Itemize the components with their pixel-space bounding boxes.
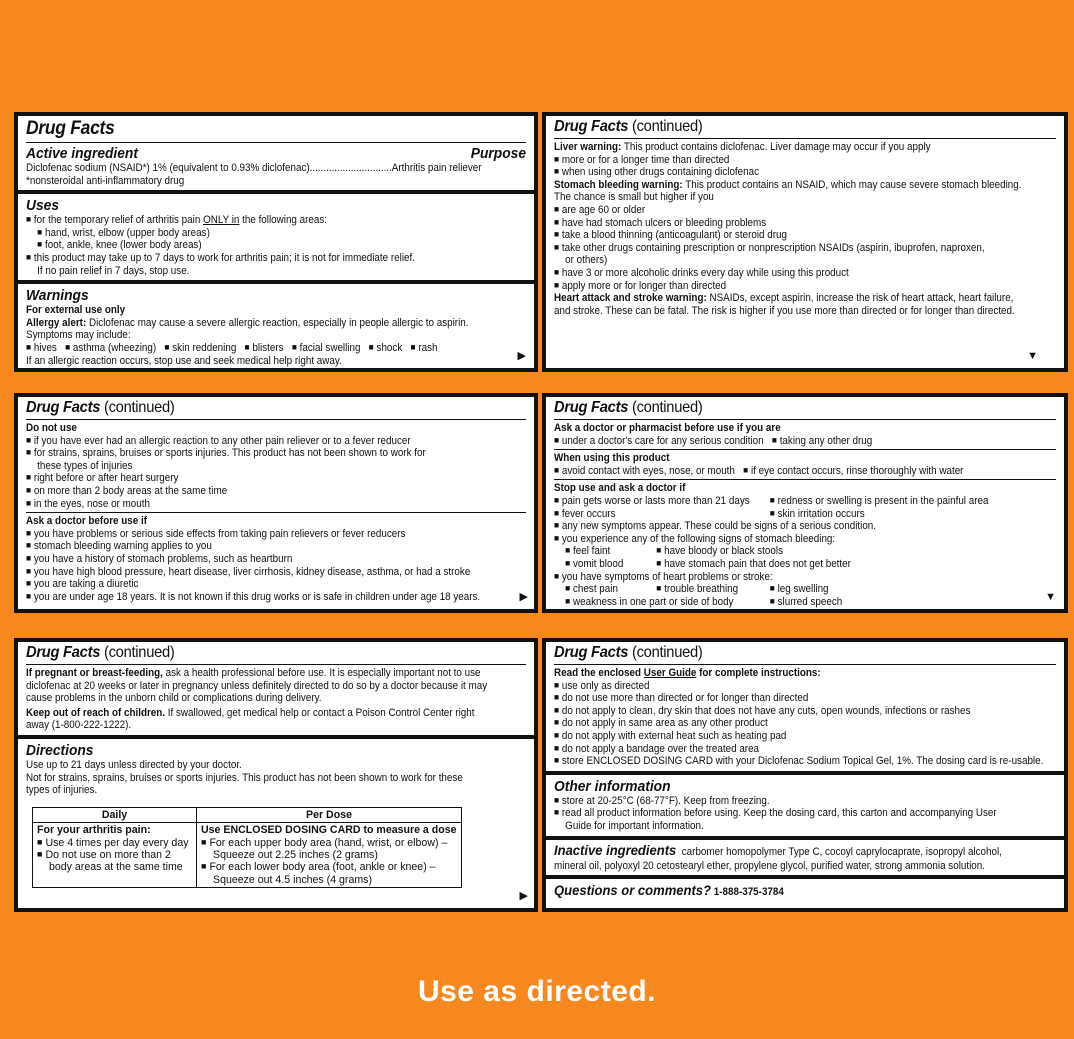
dosing-table (32, 807, 462, 888)
drug-facts-panel-6 (542, 638, 1068, 912)
stop-use-item: ■ you experience any of the following signs of stomach bleeding: (554, 533, 1021, 546)
user-guide-item: ■ use only as directed (554, 680, 1021, 693)
external-use-note: For external use only (26, 304, 126, 317)
drug-facts-panel-5 (14, 638, 538, 912)
uses-item: ■ hand, wrist, elbow (upper body areas) (26, 227, 491, 240)
stomach-item: ■ take other drugs containing prescription or nonprescription NSAIDs (aspirin, ibuprofen, naproxen, (554, 242, 1021, 255)
stop-use-row: ■ fever occurs ■ skin irritation occurs (554, 508, 1021, 521)
uses-item: ■ foot, ankle, knee (lower body areas) (26, 239, 491, 252)
ask-doctor-item: ■ stomach bleeding warning applies to you (26, 540, 491, 553)
stomach-item: ■ are age 60 or older (554, 204, 1021, 217)
inactive-ingredients-2: mineral oil, polyoxyl 20 cetostearyl ether, propylene glycol, purified water, strong ammonia solution. (554, 859, 985, 872)
heart-sign-row: ■ weakness in one part or side of body ■ slurred speech (554, 596, 1021, 609)
use-as-directed-tagline: Use as directed. (417, 975, 657, 1008)
daily-header: Daily (33, 807, 197, 822)
continue-arrow-icon: ▶ (517, 350, 526, 362)
continue-arrow-icon: ▶ (519, 591, 528, 603)
symptoms-label: Symptoms may include: (26, 329, 131, 342)
stop-use-row: ■ pain gets worse or lasts more than 21 days ■ redness or swelling is present in the painful area (554, 495, 1021, 508)
pregnancy-warning-2: diclofenac at 20 weeks or later in pregnancy unless definitely directed to do so by a doctor because it may (26, 679, 488, 692)
drug-facts-panel-3 (14, 393, 538, 613)
stop-use-item: ■ you have symptoms of heart problems or stroke: (554, 571, 1021, 584)
do-not-use-item: ■ right before or after heart surgery (26, 472, 491, 485)
inactive-ingredients: Inactive ingredients carbomer homopolymer Type C, cocoyl caprylocaprate, isopropyl alcohol, (554, 841, 1002, 858)
user-guide-item: ■ do not apply to clean, dry skin that does not have any cuts, open wounds, infections or rashes (554, 705, 1021, 718)
do-not-use-item: ■ in the eyes, nose or mouth (26, 498, 491, 511)
ask-doctor-title: Ask a doctor before use if (26, 515, 148, 528)
uses-item: If no pain relief in 7 days, stop use. (37, 264, 190, 277)
user-guide-item: ■ do not apply in same area as any other product (554, 717, 1021, 730)
do-not-use-item: ■ on more than 2 body areas at the same time (26, 485, 491, 498)
drug-facts-row-2 (14, 393, 1068, 613)
do-not-use-title: Do not use (26, 422, 77, 434)
stomach-sign-row: ■ feel faint ■ have bloody or black stools (554, 545, 1021, 558)
uses-item: ■ for the temporary relief of arthritis pain ONLY in the following areas: (26, 214, 491, 227)
other-info-item: ■ read all product information before using. Keep the dosing card, this carton and accompanying User (554, 807, 1021, 820)
user-guide-item: ■ do not apply a bandage over the treated area (554, 743, 1021, 756)
questions-line: Questions or comments? 1-888-375-3784 (554, 882, 784, 899)
stomach-item: ■ take a blood thinning (anticoagulant) or steroid drug (554, 229, 1021, 242)
continue-down-icon: ▼ (1027, 350, 1038, 362)
drug-facts-row-3 (14, 638, 1068, 912)
keep-out-of-reach: Keep out of reach of children. If swallowed, get medical help or contact a Poison Control Center right (26, 706, 475, 719)
do-not-use-item: ■ for strains, sprains, bruises or sports injuries. This product has not been shown to work for (26, 447, 491, 460)
user-guide-item: ■ do not apply with external heat such as heating pad (554, 730, 1021, 743)
stomach-item: ■ have had stomach ulcers or bleeding problems (554, 217, 1021, 230)
directions-title: Directions (26, 741, 94, 759)
purpose-title: Purpose (470, 145, 526, 162)
ask-pharmacist-title: Ask a doctor or pharmacist before use if you are (554, 422, 781, 434)
when-using-items: ■ avoid contact with eyes, nose, or mouth ■ if eye contact occurs, rinse thoroughly with water (554, 465, 1021, 478)
per-dose-header: Per Dose (197, 807, 462, 822)
daily-cell: For your arthritis pain: ■ Use 4 times per day every day ■ Do not use on more than 2 body areas at the same time (33, 823, 197, 888)
symptom-list: ■ hives ■ asthma (wheezing) ■ skin reddening ■ blisters ■ facial swelling ■ shock ■ rash (26, 342, 491, 355)
other-info-item: Guide for important information. (565, 819, 704, 832)
do-not-use-item: ■ if you have ever had an allergic reaction to any other pain reliever or to a fever reducer (26, 435, 491, 448)
heart-sign-row: ■ chest pain ■ trouble breathing ■ leg swelling (554, 583, 1021, 596)
ask-doctor-item: ■ you have a history of stomach problems, such as heartburn (26, 553, 491, 566)
allergy-alert: Allergy alert: Diclofenac may cause a severe allergic reaction, especially in people allergic to aspirin. (26, 316, 469, 329)
drug-facts-continued-heading: Drug Facts (continued) (554, 399, 703, 416)
ask-pharmacist-items: ■ under a doctor's care for any serious condition ■ taking any other drug (554, 435, 1021, 448)
allergy-end-note: If an allergic reaction occurs, stop use and seek medical help right away. (26, 354, 342, 367)
directions-line: Not for strains, sprains, bruises or sports injuries. This product has not been shown to work for these (26, 771, 463, 784)
ask-doctor-item: ■ you have problems or serious side effects from taking pain relievers or fever reducers (26, 528, 491, 541)
liver-warning: Liver warning: This product contains diclofenac. Liver damage may occur if you apply (554, 141, 931, 153)
stomach-item: or others) (565, 254, 608, 267)
ask-doctor-item: ■ you are taking a diuretic (26, 578, 491, 591)
drug-facts-continued-heading: Drug Facts (continued) (26, 644, 175, 661)
active-ingredient-line: Diclofenac sodium (NSAID*) 1% (equivalent to 0.93% diclofenac)..............................Arthritis pain reliever (26, 162, 482, 174)
uses-title: Uses (26, 197, 59, 215)
drug-facts-continued-heading: Drug Facts (continued) (554, 118, 703, 135)
stomach-warning: Stomach bleeding warning: This product contains an NSAID, which may cause severe stomach bleeding. (554, 178, 1022, 191)
do-not-use-item: these types of injuries (37, 459, 133, 472)
pregnancy-warning: If pregnant or breast-feeding, ask a health professional before use. It is especially important not to use (26, 667, 481, 679)
ask-doctor-item: ■ you have high blood pressure, heart disease, liver cirrhosis, kidney disease, asthma, or had a stroke (26, 566, 491, 579)
keep-out-of-reach-2: away (1-800-222-1222). (26, 719, 132, 732)
pregnancy-warning-3: cause problems in the unborn child or complications during delivery. (26, 692, 322, 705)
liver-item: ■ when using other drugs containing diclofenac (554, 166, 1021, 179)
heart-warning-2: and stroke. These can be fatal. The risk is higher if you use more than directed or for longer than directed. (554, 304, 1015, 317)
when-using-title: When using this product (554, 452, 670, 465)
directions-line: Use up to 21 days unless directed by your doctor. (26, 758, 242, 771)
liver-item: ■ more or for a longer time than directed (554, 154, 1021, 167)
heart-warning: Heart attack and stroke warning: NSAIDs, except aspirin, increase the risk of heart attack, heart failure, (554, 292, 1014, 305)
stop-use-item: ■ any new symptoms appear. These could be signs of a serious condition. (554, 520, 1021, 533)
other-info-item: ■ store at 20-25°C (68-77°F). Keep from freezing. (554, 795, 1021, 808)
user-guide-item: ■ do not use more than directed or for longer than directed (554, 692, 1021, 705)
user-guide-title: Read the enclosed User Guide for complete instructions: (554, 667, 821, 679)
stomach-item: ■ apply more or for longer than directed (554, 280, 1021, 293)
stomach-item: ■ have 3 or more alcoholic drinks every day while using this product (554, 267, 1021, 280)
user-guide-item: ■ store ENCLOSED DOSING CARD with your Diclofenac Sodium Topical Gel, 1%. The dosing card is re-usable. (554, 755, 1021, 768)
other-information-title: Other information (554, 777, 671, 795)
directions-line: types of injuries. (26, 784, 98, 797)
drug-facts-continued-heading: Drug Facts (continued) (26, 399, 175, 416)
drug-facts-row-1 (14, 112, 1068, 372)
continue-down-icon: ▼ (1045, 591, 1056, 603)
warnings-title: Warnings (26, 287, 89, 305)
drug-facts-continued-heading: Drug Facts (continued) (554, 644, 703, 661)
active-ingredient-title: Active ingredient (26, 145, 138, 162)
stomach-sign-row: ■ vomit blood ■ have stomach pain that does not get better (554, 558, 1021, 571)
nsaid-note: *nonsteroidal anti-inflammatory drug (26, 174, 185, 187)
drug-facts-panel-1 (14, 112, 538, 372)
drug-facts-panel-2 (542, 112, 1068, 372)
stomach-warning-2: The chance is small but higher if you (554, 191, 714, 204)
per-dose-cell: Use ENCLOSED DOSING CARD to measure a dose ■ For each upper body area (hand, wrist, or elbow) – Squeeze out 2.25 inches (2 grams) ■ For each lower body area (foot, ankle or knee) – Squeeze out 4.5 inches (4 grams) (197, 823, 462, 888)
continue-arrow-icon: ▶ (519, 890, 528, 902)
ask-doctor-item: ■ you are under age 18 years. It is not known if this drug works or is safe in children under age 18 years. (26, 591, 491, 604)
drug-facts-heading: Drug Facts (26, 118, 115, 139)
uses-item: ■ this product may take up to 7 days to work for arthritis pain; it is not for immediate relief. (26, 252, 491, 265)
drug-facts-panel-4 (542, 393, 1068, 613)
stop-use-title: Stop use and ask a doctor if (554, 482, 686, 495)
